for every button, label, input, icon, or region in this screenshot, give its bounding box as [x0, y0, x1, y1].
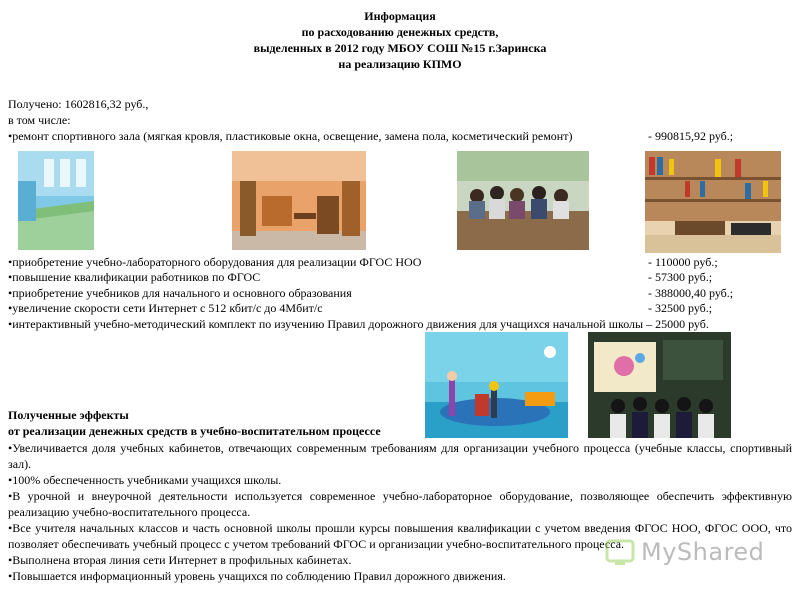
effect-bullet-classrooms: •Увеличивается доля учебных кабинетов, отвечающих современным требованиям для организации учебного процесса (учебные классы, спортивный зал). [8, 441, 792, 471]
item-repair-amount: - 990815,92 руб.; [648, 129, 734, 143]
item-lab-equipment: •приобретение учебно-лабораторного оборудования для реализации ФГОС НОО [8, 255, 422, 269]
effect-bullet-training: •Все учителя начальных классов и часть основной школы прошли курсы повышения квалификации с учетом введения ФГОС НОО, ФГОС ООО, что позволяет обеспечивать учебный процесс с учетом требований ФГОС и организации учебно-воспитательного процесса. [8, 521, 792, 551]
item-internet: •увеличение скорости сети Интернет с 512 кбит/с до 4Мбит/с [8, 301, 323, 315]
effect-bullet-equipment: •В урочной и внеурочной деятельности используется современное учебно-лабораторное оборудование, позволяющее обеспечить эффективную реализацию учебно-воспитательного процесса. [8, 489, 792, 519]
effect-bullet-traffic: •Повышается информационный уровень учащихся по соблюдению Правил дорожного движения. [8, 569, 506, 583]
photo-seminar [457, 151, 589, 250]
watermark-text: MyShared [641, 538, 765, 566]
item-qualification-amount: - 57300 руб.; [648, 270, 713, 284]
title-line-2: по расходованию денежных средств, [301, 25, 499, 39]
item-repair: •ремонт спортивного зала (мягкая кровля, пластиковые окна, освещение, замена пола, косметический ремонт) [8, 129, 573, 143]
effects-heading: Полученные эффекты [8, 408, 129, 422]
photo-locker-room [232, 151, 366, 250]
title-line-1: Информация [364, 9, 436, 23]
item-textbooks-amount: - 388000,40 руб.; [648, 286, 734, 300]
effect-bullet-textbooks: •100% обеспеченность учебниками учащихся школы. [8, 473, 282, 487]
watermark-logo-icon [605, 537, 635, 567]
document-title [150, 8, 650, 72]
title-line-3: выделенных в 2012 году МБОУ СОШ №15 г.Заринска [253, 41, 547, 55]
item-internet-amount: - 32500 руб.; [648, 301, 713, 315]
photo-traffic-playground [425, 332, 568, 438]
title-line-4: на реализацию КПМО [338, 57, 462, 71]
item-lab-equipment-amount: - 110000 руб.; [648, 255, 718, 269]
photo-library [645, 151, 781, 253]
myshared-watermark [605, 532, 765, 572]
including-label: в том числе: [8, 113, 71, 127]
item-traffic-kit: •интерактивный учебно-методический комплект по изучению Правил дорожного движения для учащихся начальной школы – 25000 руб. [8, 317, 709, 331]
item-qualification: •повышение квалификации работников по ФГОС [8, 270, 261, 284]
item-textbooks: •приобретение учебников для начального и основного образования [8, 286, 352, 300]
effect-bullet-internet: •Выполнена вторая линия сети Интернет в профильных кабинетах. [8, 553, 352, 567]
effects-subheading: от реализации денежных средств в учебно-воспитательном процессе [8, 424, 381, 438]
photo-interactive-class [588, 332, 731, 438]
received-total: Получено: 1602816,32 руб., [8, 97, 149, 111]
photo-gym [18, 151, 94, 250]
